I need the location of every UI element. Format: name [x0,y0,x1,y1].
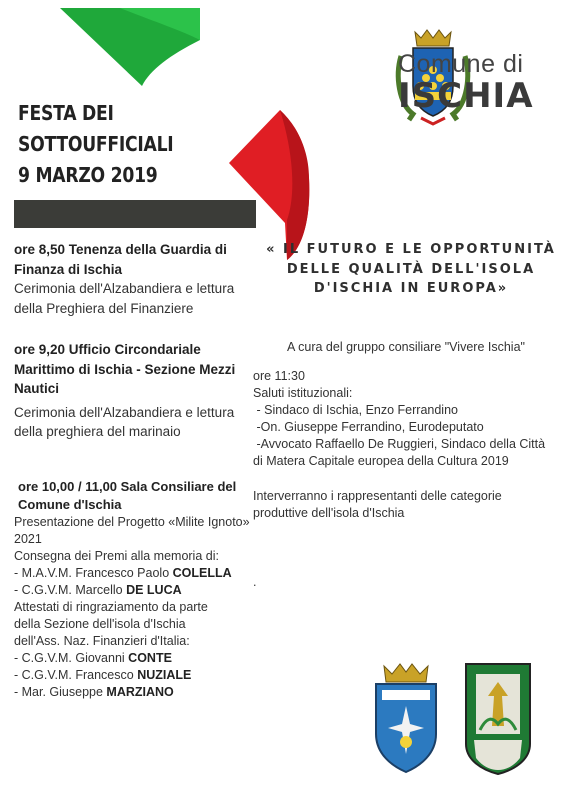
event-2-text: Cerimonia dell'Alzabandiera e lettura della preghiera del marinaio [14,404,235,439]
event-2 [14,340,254,442]
thanks-item: - Mar. Giuseppe MARZIANO [14,685,174,699]
event-1-heading: ore 8,50 Tenenza della Guardia di Finanza di Ischia [14,242,227,277]
title-line-2: SOTTOUFFICIALI [18,132,174,156]
title-line-3: 9 MARZO 2019 [18,163,158,187]
conference-time: ore 11:30 [253,369,305,383]
title-line-1: FESTA DEI [18,101,114,125]
greeting-item: -Avvocato Raffaello De Ruggieri, Sindaco della Città di Matera Capitale europea della Cultura 2019 [253,437,549,468]
event-3-heading: ore 10,00 / 11,00 Sala Consiliare del Comune d'Ischia [18,479,237,512]
event-3-presentation: Presentazione del Progetto «Milite Ignoto» 2021 [14,515,250,546]
greeting-item: -On. Giuseppe Ferrandino, Eurodeputato [253,420,484,434]
award-item: - C.G.V.M. Marcello DE LUCA [14,583,182,597]
award-item: - M.A.V.M. Francesco Paolo COLELLA [14,566,232,580]
greetings-label: Saluti istituzionali: [253,386,353,400]
title-divider-bar [14,200,256,228]
page-title [18,98,238,191]
comune-label: Comune di [398,50,524,78]
conference-subtitle: A cura del gruppo consiliare "Vivere Ischia" [287,340,525,354]
conference-details [253,368,558,591]
greeting-item: - Sindaco di Ischia, Enzo Ferrandino [253,403,458,417]
conference-title: « IL FUTURO E LE OPPORTUNITÀ DELLE QUALITÀ DELL'ISOLA D'ISCHIA IN EUROPA» [266,242,556,296]
thanks-text: Attestati di ringraziamento da parte della Sezione dell'isola d'Ischia dell'Ass. Naz. Finanzieri d'Italia: [14,600,208,648]
anfi-badge [462,660,534,776]
event-3 [14,478,250,701]
stray-dot: . [253,575,257,589]
thanks-item: - C.G.V.M. Francesco NUZIALE [14,668,192,682]
event-2-heading: ore 9,20 Ufficio Circondariale Marittimo di Ischia - Sezione Mezzi Nautici [14,342,236,396]
awards-intro: Consegna dei Premi alla memoria di: [14,549,219,563]
event-1-text: Cerimonia dell'Alzabandiera e lettura della Preghiera del Finanziere [14,281,235,316]
green-ribbon [0,0,210,90]
thanks-item: - C.G.V.M. Giovanni CONTE [14,651,172,665]
sottufficiali-badge [370,662,442,774]
closing-text: Interverranno i rappresentanti delle categorie produttive dell'isola d'Ischia [253,489,502,520]
event-1 [14,240,254,318]
comune-name: ISCHIA [398,76,534,116]
